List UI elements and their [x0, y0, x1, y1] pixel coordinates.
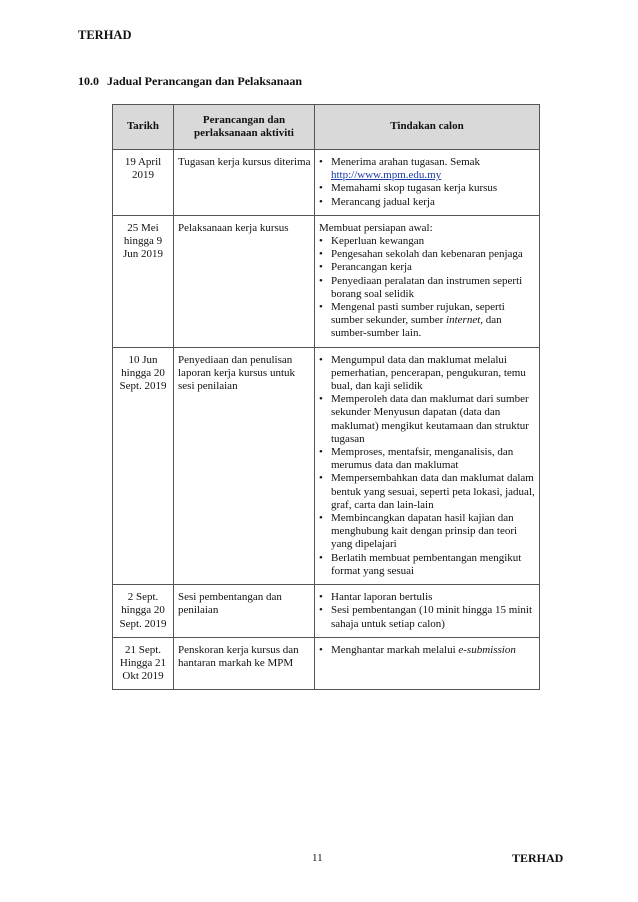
action-list — [319, 156, 535, 209]
list-item-text: Membincangkan dapatan hasil kajian dan menghubung kait dengan prinsip dan teori yang dipelajari — [331, 512, 518, 551]
table-row — [113, 585, 540, 638]
list-item — [319, 393, 535, 446]
list-item — [319, 552, 535, 578]
schedule-table — [112, 104, 540, 690]
bullet-icon: • — [319, 512, 323, 525]
list-item — [319, 512, 535, 552]
list-item-text: Mempersembahkan data dan maklumat dalam bentuk yang sesuai, seperti peta lokasi, jadual, graf, carta dan lain-lain — [331, 472, 535, 511]
list-item — [319, 182, 535, 195]
bullet-icon: • — [319, 156, 323, 168]
list-item-text: Keperluan kewangan — [331, 235, 425, 248]
action-cell — [315, 347, 540, 584]
table-header-row — [113, 105, 540, 150]
bullet-icon: • — [319, 643, 323, 656]
bullet-icon: • — [319, 182, 323, 195]
action-cell — [315, 585, 540, 638]
activity-cell: Sesi pembentangan dan penilaian — [174, 585, 315, 638]
list-item-text: , dan sumber-sumber lain. — [331, 314, 502, 340]
section-title — [78, 74, 302, 89]
list-item-text: Merancang jadual kerja — [331, 195, 435, 208]
list-item — [319, 604, 535, 630]
action-list — [319, 235, 535, 341]
list-item-text: Mengenal pasti sumber rujukan, seperti sumber sekunder, sumber — [331, 301, 505, 327]
restricted-footer-label: TERHAD — [512, 851, 564, 865]
action-lead-text: Membuat persiapan awal: — [319, 221, 433, 234]
bullet-icon: • — [319, 195, 323, 208]
list-item — [319, 156, 535, 182]
list-item-text: Berlatih membuat pembentangan mengikut format yang sesuai — [331, 551, 522, 577]
list-item-text: Sesi pembentangan (10 minit hingga 15 minit sahaja untuk setiap calon) — [331, 604, 533, 630]
table-row — [113, 215, 540, 347]
column-header-activity: Perancangan dan perlaksanaan aktiviti — [174, 105, 315, 150]
column-header-action: Tindakan calon — [315, 105, 540, 150]
date-cell: 10 Jun hingga 20 Sept. 2019 — [113, 347, 174, 584]
action-list — [319, 354, 535, 578]
list-item-text: Memproses, mentafsir, menganalisis, dan merumus data dan maklumat — [331, 446, 514, 472]
bullet-icon: • — [319, 604, 323, 617]
list-item-italic-text: internet — [446, 314, 481, 327]
activity-cell: Penskoran kerja kursus dan hantaran markah ke MPM — [174, 637, 315, 690]
list-item — [319, 301, 535, 341]
action-list — [319, 591, 535, 631]
list-item-text: Memahami skop tugasan kerja kursus — [331, 182, 498, 195]
list-item — [319, 472, 535, 512]
list-item — [319, 354, 535, 394]
action-cell — [315, 150, 540, 216]
action-cell — [315, 637, 540, 690]
bullet-icon: • — [319, 274, 323, 287]
list-item — [319, 446, 535, 472]
bullet-icon: • — [319, 301, 323, 314]
bullet-icon: • — [319, 248, 323, 261]
activity-cell: Pelaksanaan kerja kursus — [174, 215, 315, 347]
activity-cell: Tugasan kerja kursus diterima — [174, 150, 315, 216]
bullet-icon: • — [319, 446, 323, 459]
list-item — [319, 261, 535, 274]
page-number: 11 — [312, 852, 323, 864]
mpm-website-link[interactable]: http://www.mpm.edu.my — [331, 169, 442, 182]
list-item-text: Pengesahan sekolah dan kebenaran penjaga — [331, 248, 523, 261]
table-row — [113, 637, 540, 690]
list-item-text: Memperoleh data dan maklumat dari sumber sekunder Menyusun dapatan (data dan maklumat) mengikut keutamaan dan struktur tugasan — [331, 393, 529, 445]
restricted-header-label: TERHAD — [78, 28, 132, 42]
action-list — [319, 644, 535, 657]
date-cell: 2 Sept. hingga 20 Sept. 2019 — [113, 585, 174, 638]
date-cell: 19 April 2019 — [113, 150, 174, 216]
bullet-icon: • — [319, 591, 323, 604]
bullet-icon: • — [319, 472, 323, 485]
list-item-text: Mengumpul data dan maklumat melalui pemerhatian, pencerapan, pengukuran, temu bual, dan kaji selidik — [331, 353, 526, 393]
list-item — [319, 591, 535, 604]
bullet-icon: • — [319, 393, 323, 406]
list-item-text: Menerima arahan tugasan. Semak — [331, 156, 481, 168]
date-cell: 21 Sept. Hingga 21 Okt 2019 — [113, 637, 174, 690]
table-row — [113, 347, 540, 584]
action-cell — [315, 215, 540, 347]
section-number: 10.0 — [78, 74, 99, 88]
list-item-text: Perancangan kerja — [331, 261, 412, 274]
bullet-icon: • — [319, 235, 323, 248]
bullet-icon: • — [319, 353, 323, 366]
activity-cell: Penyediaan dan penulisan laporan kerja kursus untuk sesi penilaian — [174, 347, 315, 584]
list-item — [319, 644, 535, 657]
table-row — [113, 150, 540, 216]
list-item-italic-text: e-submission — [458, 643, 516, 656]
list-item-text: Menghantar markah melalui — [331, 643, 459, 656]
list-item — [319, 235, 535, 248]
date-cell: 25 Mei hingga 9 Jun 2019 — [113, 215, 174, 347]
list-item — [319, 248, 535, 261]
column-header-date: Tarikh — [113, 105, 174, 150]
list-item — [319, 275, 535, 301]
list-item — [319, 196, 535, 209]
section-title-text: Jadual Perancangan dan Pelaksanaan — [107, 74, 303, 88]
list-item-text: Hantar laporan bertulis — [331, 591, 433, 604]
bullet-icon: • — [319, 261, 323, 274]
list-item-text: Penyediaan peralatan dan instrumen seperti borang soal selidik — [331, 274, 523, 300]
bullet-icon: • — [319, 551, 323, 564]
